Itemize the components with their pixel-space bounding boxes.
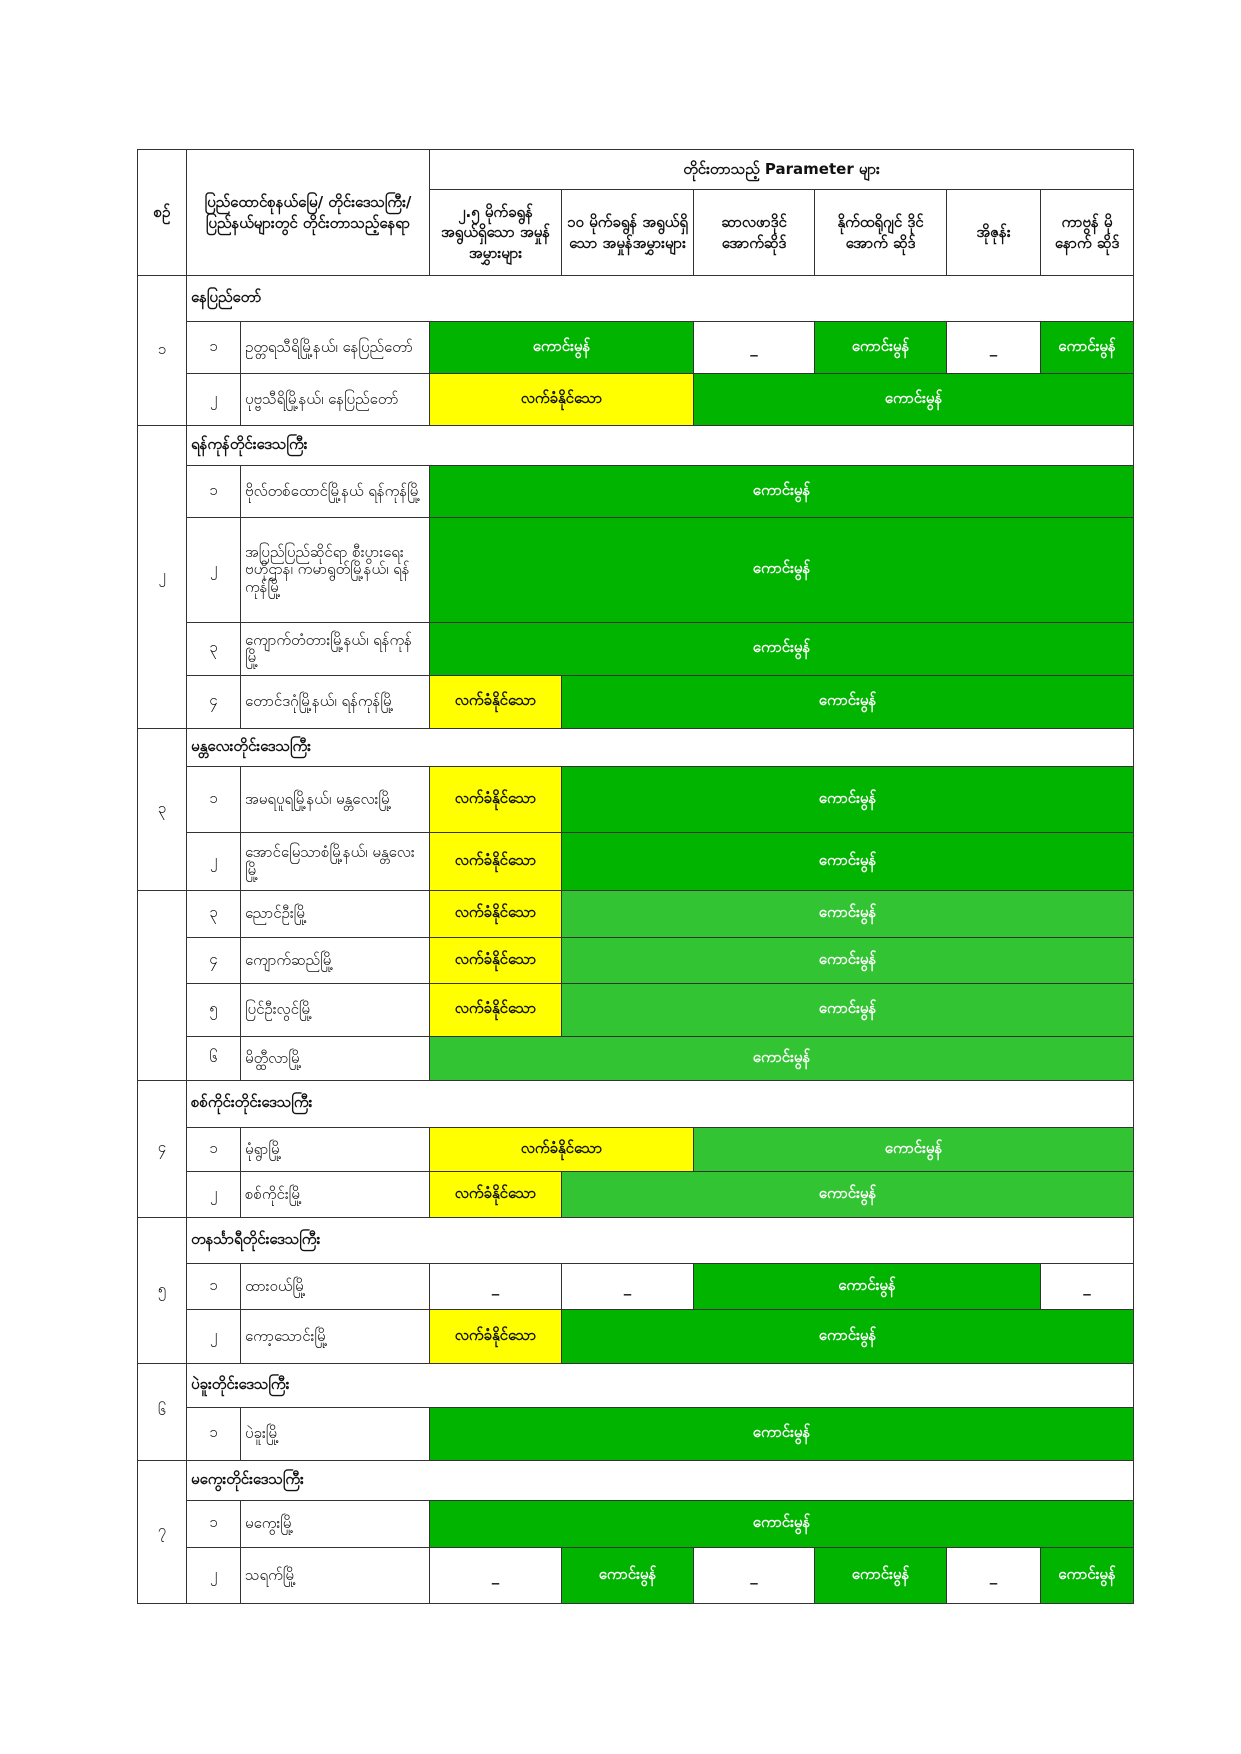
status-cell: _ (1041, 1264, 1134, 1310)
status-cell: ကောင်းမွန် (562, 676, 1134, 729)
status-cell: ကောင်းမွန် (430, 1408, 1134, 1461)
row-number: ၄ (187, 676, 241, 729)
table-row (138, 1310, 1134, 1364)
status-cell: _ (562, 1264, 694, 1310)
status-cell: လက်ခံနိုင်သော (430, 891, 562, 938)
row-location: ပြင်ဦးလွင်မြို့ (241, 984, 430, 1037)
table-row (138, 1172, 1134, 1218)
table-row (138, 833, 1134, 891)
status-cell: _ (430, 1264, 562, 1310)
group-name: စစ်ကိုင်းတိုင်းဒေသကြီး (187, 1081, 1134, 1128)
header-params-title: တိုင်းတာသည့် Parameter များ (430, 150, 1134, 190)
table-row (138, 984, 1134, 1037)
header-param-no2: နိုက်ထရိုဂျင် ဒိုင်အောက် ဆိုဒ် (815, 190, 947, 276)
row-number: ၃ (187, 623, 241, 676)
row-number: ၁ (187, 322, 241, 374)
status-cell: လက်ခံနိုင်သော (430, 833, 562, 891)
status-cell: ကောင်းမွန် (430, 466, 1134, 518)
group-row (138, 1461, 1134, 1501)
group-row (138, 1364, 1134, 1408)
header-param-pm25: ၂.၅ မိုက်ခရွန် အရွယ်ရှိသော အမှုန်အမွှားများ (430, 190, 562, 276)
status-cell: ကောင်းမွန် (1041, 322, 1134, 374)
status-cell: ကောင်းမွန် (430, 1037, 1134, 1081)
status-cell: ကောင်းမွန် (562, 833, 1134, 891)
status-cell: ကောင်းမွန် (430, 1501, 1134, 1548)
table-row (138, 322, 1134, 374)
row-location: ဥတ္တရသီရိမြို့နယ်၊ နေပြည်တော် (241, 322, 430, 374)
row-number: ၁ (187, 1501, 241, 1548)
status-cell: _ (694, 1548, 815, 1604)
status-cell: လက်ခံနိုင်သော (430, 1172, 562, 1218)
header-param-co: ကာဗွန် မိုနောက် ဆိုဒ် (1041, 190, 1134, 276)
table-row (138, 1264, 1134, 1310)
table-row (138, 938, 1134, 984)
group-number: ၂ (138, 426, 187, 729)
group-number-continued (138, 891, 187, 1081)
row-number: ၂ (187, 1310, 241, 1364)
group-name: တနင်္သာရီတိုင်းဒေသကြီး (187, 1218, 1134, 1264)
table-row (138, 676, 1134, 729)
row-location: စစ်ကိုင်းမြို့ (241, 1172, 430, 1218)
status-cell: ကောင်းမွန် (430, 518, 1134, 623)
status-cell: _ (947, 322, 1041, 374)
row-location: ပုဗ္ဗသီရိမြို့နယ်၊ နေပြည်တော် (241, 374, 430, 426)
status-cell: လက်ခံနိုင်သော (430, 374, 694, 426)
row-location: ကျောက်ဆည်မြို့ (241, 938, 430, 984)
row-location: ကော့သောင်းမြို့ (241, 1310, 430, 1364)
row-location: မုံရွာမြို့ (241, 1128, 430, 1172)
table-row (138, 623, 1134, 676)
row-number: ၄ (187, 938, 241, 984)
row-location: ကျောက်တံတားမြို့နယ်၊ ရန်ကုန်မြို့ (241, 623, 430, 676)
row-location: ပဲခူးမြို့ (241, 1408, 430, 1461)
group-row (138, 426, 1134, 466)
group-row (138, 276, 1134, 322)
status-cell: ကောင်းမွန် (562, 938, 1134, 984)
table-row (138, 1408, 1134, 1461)
table-row (138, 518, 1134, 623)
row-number: ၁ (187, 1128, 241, 1172)
group-row (138, 1081, 1134, 1128)
status-cell: ကောင်းမွန် (562, 767, 1134, 833)
row-number: ၂ (187, 374, 241, 426)
status-cell: _ (694, 322, 815, 374)
group-number: ၇ (138, 1461, 187, 1604)
header-param-pm10: ၁၀ မိုက်ခရွန် အရွယ်ရှိသော အမှုန်အမွှားများ (562, 190, 694, 276)
status-cell: ကောင်းမွန် (694, 1128, 1134, 1172)
row-location: ထားဝယ်မြို့ (241, 1264, 430, 1310)
group-name: ပဲခူးတိုင်းဒေသကြီး (187, 1364, 1134, 1408)
status-cell: လက်ခံနိုင်သော (430, 938, 562, 984)
status-cell: ကောင်းမွန် (694, 374, 1134, 426)
status-cell: ကောင်းမွန် (562, 984, 1134, 1037)
group-number: ၅ (138, 1218, 187, 1364)
group-number: ၆ (138, 1364, 187, 1461)
status-cell: _ (947, 1548, 1041, 1604)
table-row (138, 767, 1134, 833)
row-location: ဗိုလ်တစ်ထောင်မြို့နယ် ရန်ကုန်မြို့ (241, 466, 430, 518)
status-cell: ကောင်းမွန် (562, 1310, 1134, 1364)
group-name: မကွေးတိုင်းဒေသကြီး (187, 1461, 1134, 1501)
group-number: ၄ (138, 1081, 187, 1218)
row-location: အမရပူရမြို့နယ်၊ မန္တလေးမြို့ (241, 767, 430, 833)
row-location: မကွေးမြို့ (241, 1501, 430, 1548)
row-number: ၁ (187, 466, 241, 518)
table-row (138, 466, 1134, 518)
header-location: ပြည်ထောင်စုနယ်မြေ/ တိုင်းဒေသကြီး/ ပြည်နယ်များတွင် တိုင်းတာသည့်နေရာ (187, 150, 430, 276)
group-name: မန္တလေးတိုင်းဒေသကြီး (187, 729, 1134, 767)
status-cell: ကောင်းမွန် (430, 322, 694, 374)
header-no: စဉ် (138, 150, 187, 276)
row-number: ၅ (187, 984, 241, 1037)
status-cell: ကောင်းမွန် (694, 1264, 1041, 1310)
group-row (138, 1218, 1134, 1264)
header-param-o3: အိုဇုန်း (947, 190, 1041, 276)
status-cell: လက်ခံနိုင်သော (430, 676, 562, 729)
row-location: အောင်မြေသာစံမြို့နယ်၊ မန္တလေးမြို့ (241, 833, 430, 891)
table-row (138, 891, 1134, 938)
row-number: ၁ (187, 767, 241, 833)
status-cell: ကောင်းမွန် (815, 322, 947, 374)
row-location: သရက်မြို့ (241, 1548, 430, 1604)
group-row (138, 729, 1134, 767)
row-location: မိတ္ထီလာမြို့ (241, 1037, 430, 1081)
group-name: နေပြည်တော် (187, 276, 1134, 322)
row-number: ၂ (187, 833, 241, 891)
status-cell: ကောင်းမွန် (430, 623, 1134, 676)
table-row (138, 1501, 1134, 1548)
group-number: ၃ (138, 729, 187, 891)
status-cell: ကောင်းမွန် (562, 891, 1134, 938)
row-location: အပြည်ပြည်ဆိုင်ရာ စီးပွားရေးဗဟိုဌာန၊ ကမာရွတ်မြို့နယ်၊ ရန်ကုန်မြို့ (241, 518, 430, 623)
row-number: ၁ (187, 1264, 241, 1310)
status-cell: ကောင်းမွန် (562, 1172, 1134, 1218)
table-row (138, 1037, 1134, 1081)
row-number: ၂ (187, 1548, 241, 1604)
row-number: ၂ (187, 518, 241, 623)
status-cell: ကောင်းမွန် (562, 1548, 694, 1604)
row-number: ၆ (187, 1037, 241, 1081)
row-number: ၃ (187, 891, 241, 938)
table-row (138, 374, 1134, 426)
row-location: ညောင်ဦးမြို့ (241, 891, 430, 938)
status-cell: ကောင်းမွန် (1041, 1548, 1134, 1604)
row-number: ၁ (187, 1408, 241, 1461)
group-name: ရန်ကုန်တိုင်းဒေသကြီး (187, 426, 1134, 466)
status-cell: လက်ခံနိုင်သော (430, 767, 562, 833)
status-cell: လက်ခံနိုင်သော (430, 1310, 562, 1364)
row-number: ၂ (187, 1172, 241, 1218)
air-quality-table (137, 149, 1134, 1604)
header-param-so2: ဆာလဖာဒိုင် အောက်ဆိုဒ် (694, 190, 815, 276)
table-row (138, 1128, 1134, 1172)
status-cell: ကောင်းမွန် (815, 1548, 947, 1604)
status-cell: လက်ခံနိုင်သော (430, 1128, 694, 1172)
status-cell: လက်ခံနိုင်သော (430, 984, 562, 1037)
group-number: ၁ (138, 276, 187, 426)
table-row (138, 1548, 1134, 1604)
status-cell: _ (430, 1548, 562, 1604)
row-location: တောင်ဒဂုံမြို့နယ်၊ ရန်ကုန်မြို့ (241, 676, 430, 729)
